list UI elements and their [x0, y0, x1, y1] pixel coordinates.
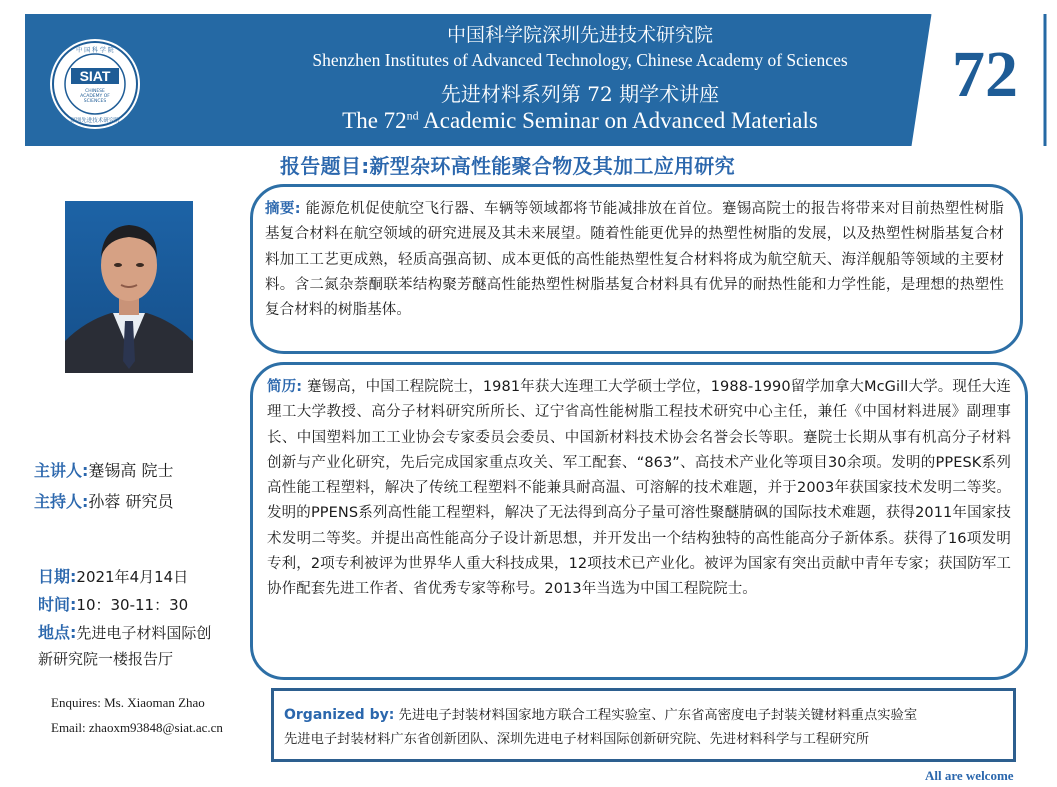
organizer-box — [271, 688, 1016, 762]
time-info — [38, 592, 188, 615]
location-info-line2: 新研究院一楼报告厅 — [38, 650, 174, 668]
time-value: 10：30-11：30 — [76, 596, 189, 614]
logo-sub-text-2: ACADEMY OF — [80, 94, 110, 99]
organizer-label: Organized by: — [284, 707, 395, 723]
logo-top-text: 中 国 科 学 院 — [76, 47, 114, 54]
email-text: Email: zhaoxm93848@siat.ac.cn — [51, 720, 223, 735]
bio-box — [250, 362, 1028, 680]
abstract-text — [265, 197, 1004, 323]
host-info — [34, 489, 174, 512]
seminar-series-cn: 先进材料系列第 72 期学术讲座 — [440, 82, 720, 106]
enquires-text: Enquires: Ms. Xiaoman Zhao — [51, 695, 205, 710]
speaker-photo — [65, 201, 193, 373]
report-title: 报告题目:新型杂环高性能聚合物及其加工应用研究 — [280, 154, 735, 178]
speaker-value: 蹇锡高 院士 — [88, 461, 174, 480]
date-info — [38, 564, 188, 587]
speaker-info — [34, 458, 174, 481]
institute-name-en: Shenzhen Institutes of Advanced Technology, Chinese Academy of Sciences — [312, 50, 848, 70]
welcome-text: All are welcome — [925, 768, 1014, 783]
bio-text — [267, 375, 1011, 603]
organizer-line-1 — [284, 703, 1005, 728]
organizer-line1-text: 先进电子封装材料国家地方联合工程实验室、广东省高密度电子封装关键材料重点实验室 — [394, 708, 918, 723]
abstract-body: 能源危机促使航空飞行器、车辆等领域都将节能减排放在首位。蹇锡高院士的报告将带来对目前热塑性树脂基复合材料在航空领域的研究进展及其未来展望。随着性能更优异的热塑性树脂的发展，以及热塑性树脂基复合材料加工工艺更成熟，轻质高强高韧、成本更低的高性能热塑性复合材料将成为航空航天、海洋舰船等领域的主要材料。含二氮杂萘酮联苯结构聚芳醚高性能热塑性树脂基复合材料具有优异的耐热性能和力学性能，是理想的热塑性复合材料的树脂基体。 — [265, 201, 1004, 319]
date-label: 日期: — [38, 567, 77, 586]
host-value: 孙蓉 研究员 — [88, 492, 174, 511]
logo-sub-text-1: CHINESE — [85, 89, 105, 94]
siat-logo — [49, 38, 141, 130]
location-info — [38, 620, 211, 643]
organizer-line-2: 先进电子封装材料广东省创新团队、深圳先进电子材料国际创新研究院、先进材料科学与工程研究所 — [284, 732, 870, 747]
seminar-series-en-post: Academic Seminar on Advanced Materials — [418, 108, 818, 133]
speaker-label: 主讲人: — [34, 461, 89, 480]
host-label: 主持人: — [34, 492, 89, 511]
location-label: 地点: — [38, 623, 77, 642]
seminar-series-en-pre: The 72 — [342, 108, 407, 133]
issue-number: 72 — [952, 38, 1018, 111]
bio-label: 简历: — [267, 379, 303, 395]
location-value-line1: 先进电子材料国际创 — [76, 624, 212, 642]
seminar-series-en-sup: nd — [406, 108, 419, 123]
date-value: 2021年4月14日 — [76, 568, 189, 586]
abstract-box — [250, 184, 1023, 354]
header-banner — [25, 14, 1047, 146]
institute-name-cn: 中国科学院深圳先进技术研究院 — [446, 24, 713, 46]
bio-body: 蹇锡高，中国工程院院士，1981年获大连理工大学硕士学位，1988-1990留学加拿大McGill大学。现任大连理工大学教授、高分子材料研究所所长、辽宁省高性能树脂工程技术研究中心主任，兼任《中国材料进展》副理事长、中国塑料加工工业协会专家委员会委员、中国新材料技术协会名誉会长等职。蹇院士长期从事有机高分子材料创新与产业化研究，先后完成国家重点攻关、军工配套、“863”、高技术产业化等项目30余项。发明的PPESK系列高性能工程塑料，解决了传统工程塑料不能兼具耐高温、可溶解的技术难题，并于2003年获国家技术发明二等奖。发明的PPENS系列高性能工程塑料，解决了无法得到高分子量可溶性聚醚腈砜的国际技术难题，获得2011年国家技术发明二等奖。并提出高性能高分子设计新思想，并开发出一个结构独特的高性能高分子新体系。获得了16项发明专利，2项专利被评为世界华人重大科技成果，12项技术已产业化。被评为国家有突出贡献中青年专家；获国防军工协作配套先进工作者、省优秀专家等称号。2013年当选为中国工程院院士。 — [267, 379, 1011, 598]
time-label: 时间: — [38, 595, 77, 614]
logo-sub-text-3: SCIENCES — [83, 99, 107, 104]
logo-bottom-text: 深圳先进技术研究院 — [70, 118, 120, 124]
seminar-series-en — [215, 108, 945, 134]
logo-main-text: SIAT — [79, 68, 111, 84]
abstract-label: 摘要: — [265, 201, 301, 217]
